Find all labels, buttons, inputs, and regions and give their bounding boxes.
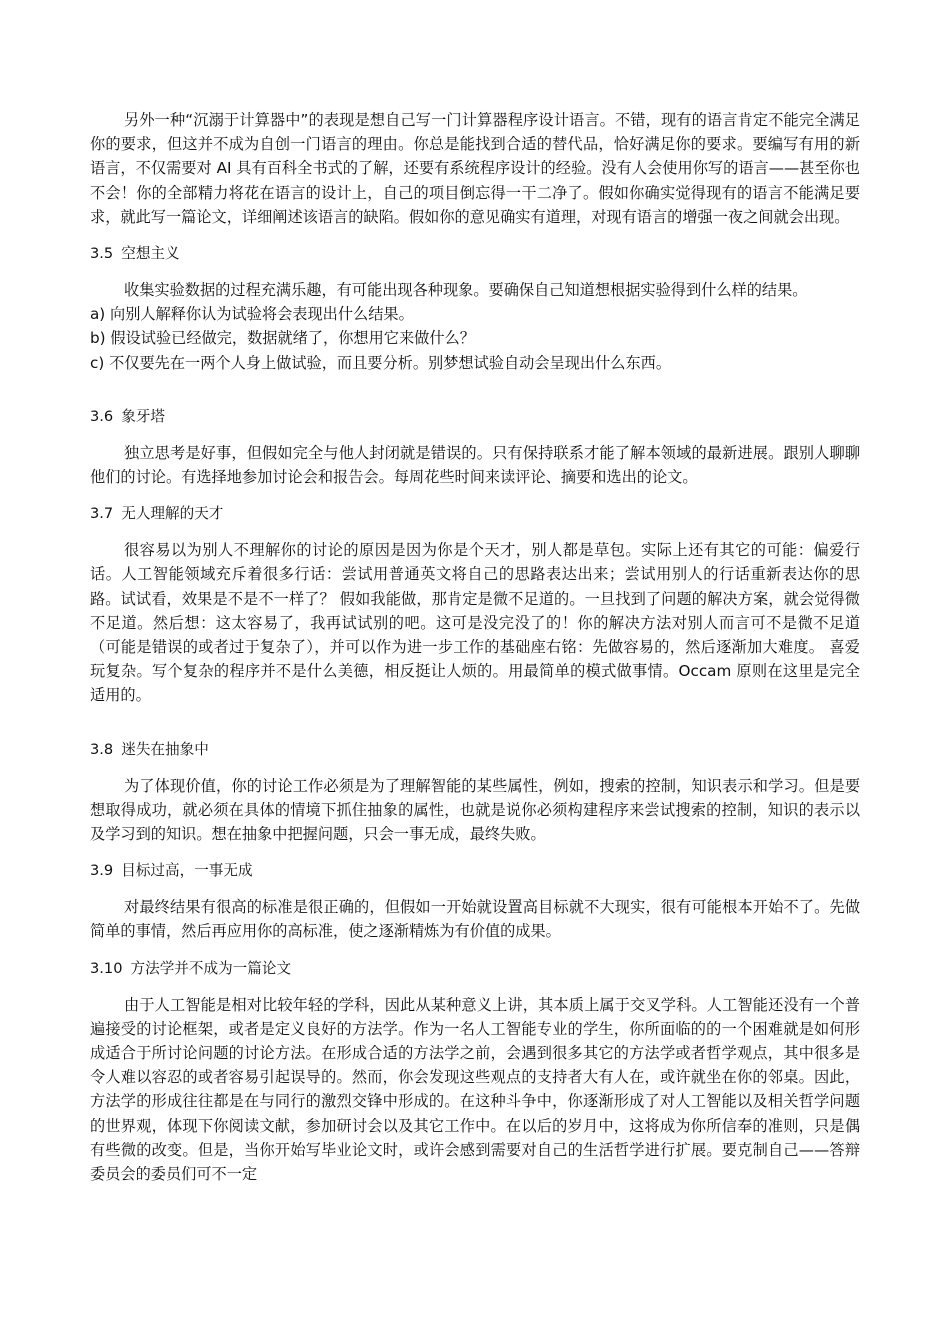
section-heading-3-9 bbox=[90, 859, 860, 883]
section-number: 3.6 bbox=[90, 407, 114, 425]
document-body bbox=[90, 108, 860, 1186]
section-paragraph-3-9: 对最终结果有很高的标准是很正确的，但假如一开始就设置高目标就不大现实，很有可能根本开始不了。先做简单的事情，然后再应用你的高标准，使之逐渐精炼为有价值的成果。 bbox=[90, 898, 860, 941]
list-item: a) 向别人解释你认为试验将会表现出什么结果。 bbox=[90, 305, 414, 324]
section-heading-3-6 bbox=[90, 405, 860, 429]
section-heading-3-8 bbox=[90, 738, 860, 762]
section-number: 3.7 bbox=[90, 505, 114, 523]
section-title: 无人理解的天才 bbox=[121, 505, 224, 523]
section-number: 3.10 bbox=[90, 959, 123, 977]
section-title: 方法学并不成为一篇论文 bbox=[130, 959, 292, 977]
list-item: b) 假设试验已经做完，数据就绪了，你想用它来做什么？ bbox=[90, 329, 475, 348]
section-number: 3.8 bbox=[90, 740, 114, 758]
section-title: 迷失在抽象中 bbox=[121, 740, 209, 758]
section-number: 3.5 bbox=[90, 245, 114, 263]
section-heading-3-10 bbox=[90, 957, 860, 981]
intro-paragraph: 另外一种“沉溺于计算器中”的表现是想自己写一门计算器程序设计语言。不错，现有的语言肯定不能完全满足你的要求，但这并不成为自创一门语言的理由。你总是能找到合适的替代品，恰好满足你的要求。要编写有用的新语言，不仅需要对 AI 具有百科全书式的了解，还要有系统程序设计的经验。没有人会使用你写的语言——甚至你也不会！你的全部精力将花在语言的设计上，自己的项目倒忘得一干二净了。假如你确实觉得现有的语言不能满足要求，就此写一篇论文，详细阐述该语言的缺陷。假如你的意见确实有道理，对现有语言的增强一夜之间就会出现。 bbox=[90, 111, 860, 226]
section-paragraph-3-10: 由于人工智能是相对比较年轻的学科，因此从某种意义上讲，其本质上属于交叉学科。人工智能还没有一个普遍接受的讨论框架，或者是定义良好的方法学。作为一名人工智能专业的学生，你所面临的的一个困难就是如何形成适合于所讨论问题的讨论方法。在形成合适的方法学之前，会遇到很多其它的方法学或者哲学观点，其中很多是令人难以容忍的或者容易引起误导的。然而，你会发现这些观点的支持者大有人在，或许就坐在你的邻桌。因此，方法学的形成往往都是在与同行的激烈交锋中形成的。在这种斗争中，你逐渐形成了对人工智能以及相关哲学问题的世界观，体现下你阅读文献，参加研讨会以及其它工作中。在以后的岁月中，这将成为你所信奉的准则，只是偶有些微的改变。但是，当你开始写毕业论文时，或许会感到需要对自己的生活哲学进行扩展。要克制自己——答辩委员会的委员们可不一定 bbox=[90, 995, 860, 1184]
section-heading-3-5 bbox=[90, 242, 860, 266]
section-heading-3-7 bbox=[90, 502, 860, 526]
section-number: 3.9 bbox=[90, 862, 114, 880]
section-paragraph-3-7: 很容易以为别人不理解你的讨论的原因是因为你是个天才，别人都是草包。实际上还有其它的可能：偏爱行话。人工智能领域充斥着很多行话：尝试用普通英文将自己的思路表达出来；尝试用别人的行话重新表达你的思路。试试看，效果是不是不一样了？ 假如我能做，那肯定是微不足道的。一旦找到了问题的解决方案，就会觉得微不足道。然后想：这太容易了，我再试试别的吧。这可是没完没了的！你的解决方法对别人而言可不是微不足道（可能是错误的或者过于复杂了），并可以作为进一步工作的基础座右铭：先做容易的，然后逐渐加大难度。 喜爱玩复杂。写个复杂的程序并不是什么美德，相反挺让人烦的。用最简单的模式做事情。Occam 原则在这里是完全适用的。 bbox=[90, 541, 860, 705]
list-item: c) 不仅要先在一两个人身上做试验，而且要分析。别梦想试验自动会呈现出什么东西。 bbox=[90, 353, 672, 372]
section-paragraph-3-8: 为了体现价值，你的讨论工作必须是为了理解智能的某些属性，例如，搜索的控制，知识表示和学习。但是要想取得成功，就必须在具体的情境下抓住抽象的属性，也就是说你必须构建程序来尝试搜索的控制，知识的表示以及学习到的知识。想在抽象中把握问题，只会一事无成，最终失败。 bbox=[90, 776, 860, 844]
section-paragraph-3-5: 收集实验数据的过程充满乐趣，有可能出现各种现象。要确保自己知道想根据实验得到什么样的结果。 bbox=[124, 281, 808, 300]
section-title: 空想主义 bbox=[121, 245, 180, 263]
section-paragraph-3-6: 独立思考是好事，但假如完全与他人封闭就是错误的。只有保持联系才能了解本领域的最新进展。跟别人聊聊他们的讨论。有选择地参加讨论会和报告会。每周花些时间来读评论、摘要和选出的论文。 bbox=[90, 443, 860, 487]
section-title: 目标过高，一事无成 bbox=[121, 862, 253, 880]
section-title: 象牙塔 bbox=[121, 407, 166, 425]
experiment-list bbox=[90, 302, 860, 375]
